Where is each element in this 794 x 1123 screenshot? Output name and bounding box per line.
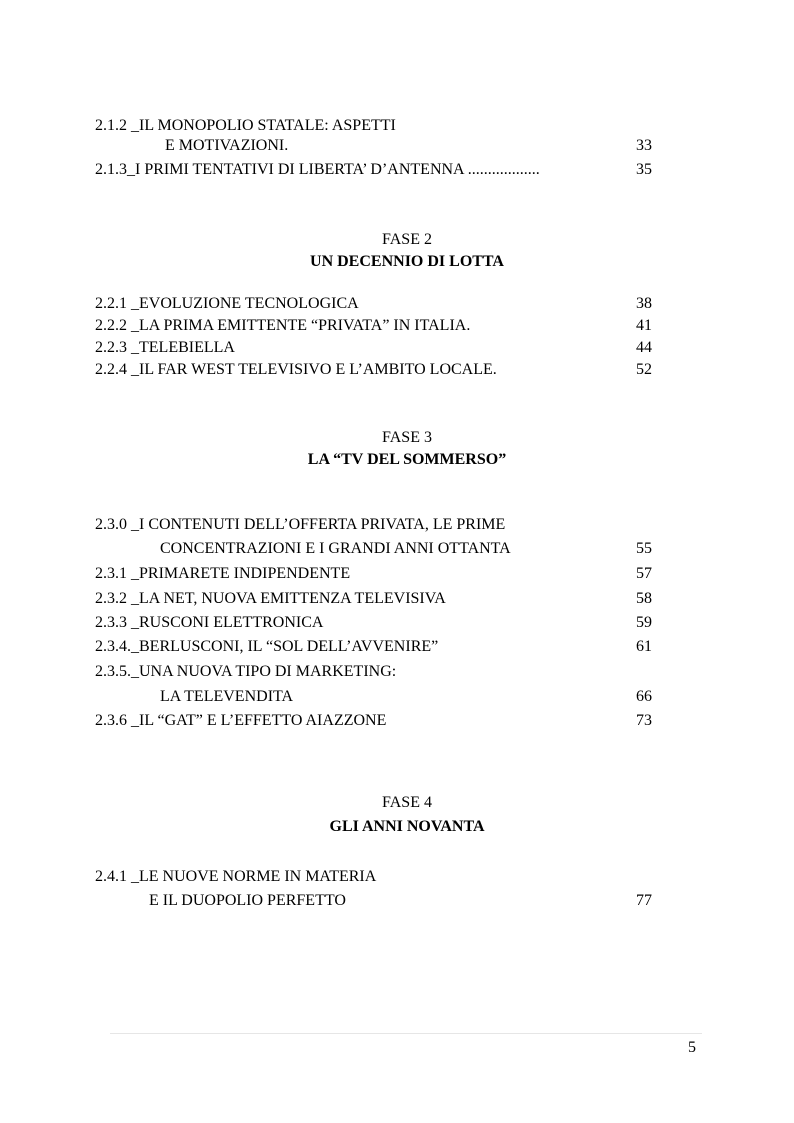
section-label-fase-3: FASE 3 [382,429,432,446]
toc-entry-2-3-2: 2.3.2 _LA NET, NUOVA EMITTENZA TELEVISIVA [95,590,446,607]
toc-page-2-4-1: 77 [636,892,652,909]
toc-entry-2-2-3: 2.2.3 _TELEBIELLA [95,339,235,356]
toc-page-2-2-1: 38 [636,295,652,312]
toc-entry-2-2-2: 2.2.2 _LA PRIMA EMITTENTE “PRIVATA” IN ITALIA. [95,317,471,334]
toc-page-2-3-4: 61 [636,638,652,655]
toc-entry-2-1-2: 2.1.2 _IL MONOPOLIO STATALE: ASPETTI [95,117,396,134]
toc-page-2-1-3: 35 [636,161,652,178]
toc-page-2-3-1: 57 [636,565,652,582]
toc-entry-2-3-0-cont: CONCENTRAZIONI E I GRANDI ANNI OTTANTA [160,540,511,557]
toc-entry-2-3-5: 2.3.5._UNA NUOVA TIPO DI MARKETING: [95,663,397,680]
toc-entry-2-4-1-cont: E IL DUOPOLIO PERFETTO [149,892,346,909]
section-title-fase-3: LA “TV DEL SOMMERSO” [307,451,507,468]
section-label-fase-2: FASE 2 [382,231,432,248]
toc-entry-2-3-3: 2.3.3 _RUSCONI ELETTRONICA [95,614,324,631]
toc-page-2-3-5: 66 [636,688,652,705]
toc-page-2-3-3: 59 [636,614,652,631]
toc-entry-2-3-4: 2.3.4._BERLUSCONI, IL “SOL DELL’AVVENIRE” [95,638,439,655]
toc-entry-2-3-1: 2.3.1 _PRIMARETE INDIPENDENTE [95,565,351,582]
toc-page-2-3-2: 58 [636,590,652,607]
page-number: 5 [688,1039,696,1056]
toc-page-2-3-0: 55 [636,540,652,557]
toc-page-2-3-6: 73 [636,712,652,729]
toc-entry-2-1-2-cont: E MOTIVAZIONI. [165,137,289,154]
toc-page-2-1-2: 33 [636,137,652,154]
footer-rule [110,1033,702,1034]
toc-page-2-2-4: 52 [636,361,652,378]
toc-entry-2-4-1: 2.4.1 _LE NUOVE NORME IN MATERIA [95,868,377,885]
toc-entry-2-2-4: 2.2.4 _IL FAR WEST TELEVISIVO E L’AMBITO LOCALE. [95,361,497,378]
toc-entry-2-2-1: 2.2.1 _EVOLUZIONE TECNOLOGICA [95,295,359,312]
toc-entry-2-3-0: 2.3.0 _I CONTENUTI DELL’OFFERTA PRIVATA, LE PRIME [95,516,506,533]
toc-page-2-2-3: 44 [636,339,652,356]
section-title-fase-2: UN DECENNIO DI LOTTA [310,253,504,270]
section-title-fase-4: GLI ANNI NOVANTA [329,818,485,835]
section-label-fase-4: FASE 4 [382,794,432,811]
toc-page-2-2-2: 41 [636,317,652,334]
toc-entry-2-3-5-cont: LA TELEVENDITA [160,688,294,705]
toc-entry-2-1-3: 2.1.3_I PRIMI TENTATIVI DI LIBERTA’ D’ANTENNA .................. [95,161,540,178]
toc-entry-2-3-6: 2.3.6 _IL “GAT” E L’EFFETTO AIAZZONE [95,712,387,729]
